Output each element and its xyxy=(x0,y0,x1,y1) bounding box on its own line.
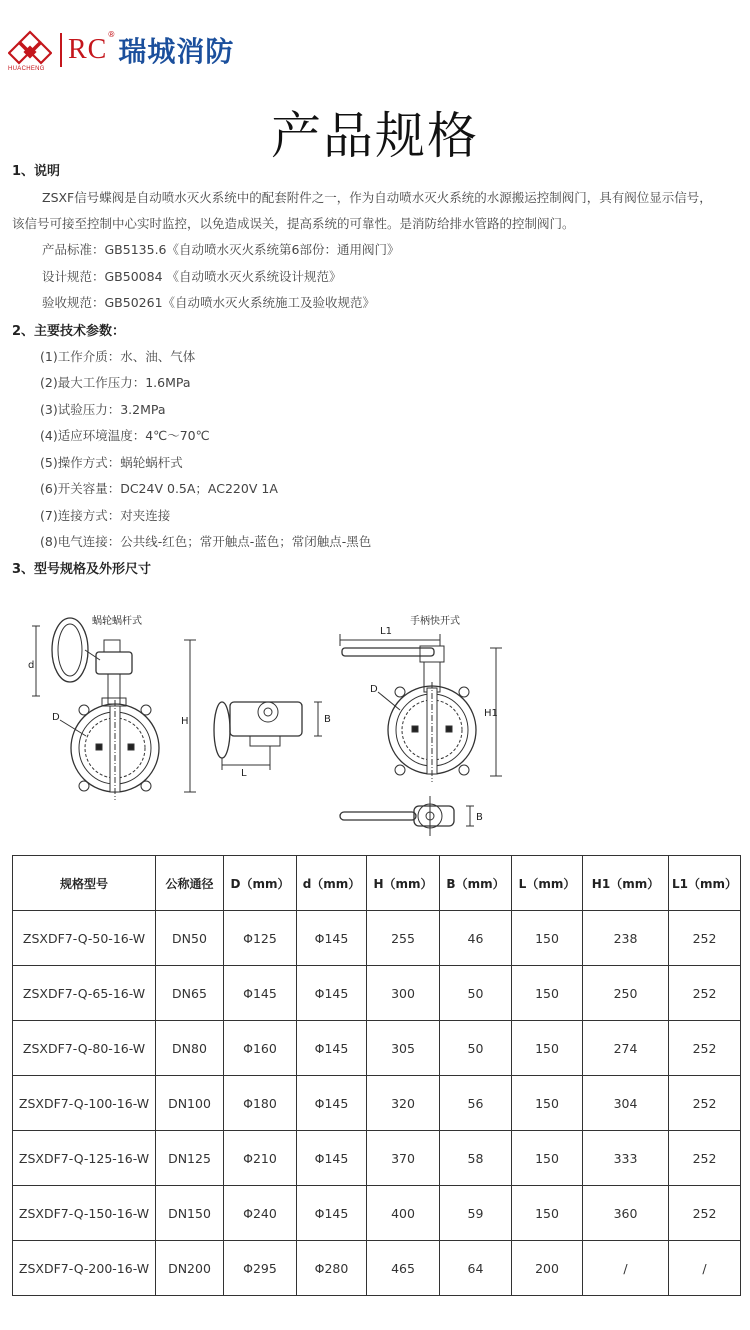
table-cell: DN200 xyxy=(156,1241,224,1296)
brand-name: 瑞城消防 xyxy=(118,35,235,68)
dim-label-B-right: B xyxy=(476,812,483,823)
table-cell: 274 xyxy=(583,1021,669,1076)
table-cell: 252 xyxy=(669,1076,741,1131)
table-cell: ZSXDF7-Q-80-16-W xyxy=(13,1021,156,1076)
table-cell: Φ145 xyxy=(297,911,367,966)
table-cell: 304 xyxy=(583,1076,669,1131)
column-header: H（mm） xyxy=(367,856,440,911)
param-line: (5)操作方式：蜗轮蜗杆式 xyxy=(40,455,183,470)
page-title: 产品规格 xyxy=(271,107,479,165)
param-line: (3)试验压力：3.2MPa xyxy=(40,402,166,417)
table-cell: Φ145 xyxy=(297,1186,367,1241)
table-cell: ZSXDF7-Q-125-16-W xyxy=(13,1131,156,1186)
huacheng-logo-icon xyxy=(8,29,52,71)
dim-label-d: d xyxy=(28,660,35,671)
table-cell: DN50 xyxy=(156,911,224,966)
table-cell: 150 xyxy=(512,1021,583,1076)
figure-title-left: 蜗轮蜗杆式 xyxy=(92,616,142,627)
table-cell: Φ240 xyxy=(224,1186,297,1241)
table-cell: DN100 xyxy=(156,1076,224,1131)
table-cell: 465 xyxy=(367,1241,440,1296)
table-cell: Φ145 xyxy=(297,966,367,1021)
table-cell: 150 xyxy=(512,1076,583,1131)
logo-divider xyxy=(60,33,62,67)
table-cell: 50 xyxy=(440,1021,512,1076)
table-cell: Φ125 xyxy=(224,911,297,966)
table-cell: Φ145 xyxy=(297,1021,367,1076)
description-line-2: 该信号可接至控制中心实时监控，以免造成误关，提高系统的可靠性。是消防给排水管路的控制阀门。 xyxy=(12,216,575,231)
table-cell: 58 xyxy=(440,1131,512,1186)
column-header: L（mm） xyxy=(512,856,583,911)
table-cell: Φ160 xyxy=(224,1021,297,1076)
table-cell: 150 xyxy=(512,911,583,966)
dim-label-L1: L1 xyxy=(380,626,392,637)
table-cell: Φ295 xyxy=(224,1241,297,1296)
worm-gear-valve-side-view xyxy=(214,702,322,770)
table-cell: Φ180 xyxy=(224,1076,297,1131)
handle-valve-front-view xyxy=(340,634,502,782)
table-row xyxy=(13,1076,741,1131)
section-1-heading: 1、说明 xyxy=(12,164,61,179)
column-header: 规格型号 xyxy=(13,856,156,911)
standard-line: 产品标准：GB5135.6《自动喷水灭火系统第6部份：通用阀门》 xyxy=(42,242,400,257)
table-cell: ZSXDF7-Q-200-16-W xyxy=(13,1241,156,1296)
param-line: (6)开关容量：DC24V 0.5A；AC220V 1A xyxy=(40,481,278,496)
table-row xyxy=(13,911,741,966)
section-3-heading: 3、型号规格及外形尺寸 xyxy=(12,562,152,577)
param-line: (4)适应环境温度：4℃～70℃ xyxy=(40,428,210,443)
table-cell: ZSXDF7-Q-65-16-W xyxy=(13,966,156,1021)
table-row xyxy=(13,1241,741,1296)
table-cell: 200 xyxy=(512,1241,583,1296)
table-cell: 252 xyxy=(669,911,741,966)
param-line: (2)最大工作压力：1.6MPa xyxy=(40,375,191,390)
column-header: d（mm） xyxy=(297,856,367,911)
table-cell: 50 xyxy=(440,966,512,1021)
table-cell: 150 xyxy=(512,1131,583,1186)
table-cell: 252 xyxy=(669,1186,741,1241)
table-cell: ZSXDF7-Q-150-16-W xyxy=(13,1186,156,1241)
standard-line: 设计规范：GB50084 《自动喷水灭火系统设计规范》 xyxy=(42,269,342,284)
table-cell: Φ210 xyxy=(224,1131,297,1186)
param-line: (1)工作介质：水、油、气体 xyxy=(40,349,196,364)
table-cell: 360 xyxy=(583,1186,669,1241)
column-header: B（mm） xyxy=(440,856,512,911)
table-cell: 238 xyxy=(583,911,669,966)
dim-label-D-left: D xyxy=(52,712,60,723)
dim-label-L: L xyxy=(241,768,247,779)
dim-label-H1: H1 xyxy=(484,708,498,719)
table-cell: 255 xyxy=(367,911,440,966)
worm-gear-valve-front-view xyxy=(32,618,196,800)
column-header: L1（mm） xyxy=(669,856,741,911)
table-cell: Φ145 xyxy=(224,966,297,1021)
table-cell: 370 xyxy=(367,1131,440,1186)
table-cell: 300 xyxy=(367,966,440,1021)
logo-rc-text: RC xyxy=(68,34,108,65)
table-cell: 150 xyxy=(512,966,583,1021)
table-cell: 305 xyxy=(367,1021,440,1076)
table-cell: 252 xyxy=(669,966,741,1021)
dim-label-H: H xyxy=(181,716,189,727)
param-line: (7)连接方式：对夹连接 xyxy=(40,508,171,523)
spec-table xyxy=(12,855,741,1296)
table-row xyxy=(13,1021,741,1076)
table-cell: 400 xyxy=(367,1186,440,1241)
table-cell: 333 xyxy=(583,1131,669,1186)
table-cell: / xyxy=(583,1241,669,1296)
table-cell: 150 xyxy=(512,1186,583,1241)
table-cell: 56 xyxy=(440,1076,512,1131)
section-2-heading: 2、主要技术参数： xyxy=(12,324,126,339)
table-cell: 250 xyxy=(583,966,669,1021)
dim-label-B-left: B xyxy=(324,714,331,725)
handle-valve-top-view xyxy=(340,796,474,836)
column-header: 公称通径 xyxy=(156,856,224,911)
table-cell: 252 xyxy=(669,1021,741,1076)
table-cell: Φ280 xyxy=(297,1241,367,1296)
table-cell: ZSXDF7-Q-50-16-W xyxy=(13,911,156,966)
table-cell: Φ145 xyxy=(297,1076,367,1131)
table-cell: DN80 xyxy=(156,1021,224,1076)
table-header-row xyxy=(13,856,741,911)
registered-mark: ® xyxy=(107,30,116,39)
standard-line: 验收规范：GB50261《自动喷水灭火系统施工及验收规范》 xyxy=(42,295,376,310)
table-cell: DN150 xyxy=(156,1186,224,1241)
table-cell: DN65 xyxy=(156,966,224,1021)
logo-subtext: HUACHENG xyxy=(8,66,45,72)
table-cell: / xyxy=(669,1241,741,1296)
column-header: D（mm） xyxy=(224,856,297,911)
description-line-1: ZSXF信号蝶阀是自动喷水灭火系统中的配套附件之一，作为自动喷水灭火系统的水源搬运控制阀门，具有阀位显示信号， xyxy=(42,190,712,205)
table-row xyxy=(13,966,741,1021)
table-cell: DN125 xyxy=(156,1131,224,1186)
figure-title-right: 手柄快开式 xyxy=(410,616,460,627)
valve-dimension-drawing xyxy=(0,600,750,850)
table-row xyxy=(13,1131,741,1186)
table-cell: ZSXDF7-Q-100-16-W xyxy=(13,1076,156,1131)
table-cell: 64 xyxy=(440,1241,512,1296)
table-cell: 46 xyxy=(440,911,512,966)
brand-header xyxy=(8,26,234,74)
table-row xyxy=(13,1186,741,1241)
table-cell: 252 xyxy=(669,1131,741,1186)
table-cell: 320 xyxy=(367,1076,440,1131)
table-cell: 59 xyxy=(440,1186,512,1241)
column-header: H1（mm） xyxy=(583,856,669,911)
table-cell: Φ145 xyxy=(297,1131,367,1186)
table-body xyxy=(13,911,741,1296)
dim-label-D-right: D xyxy=(370,684,378,695)
param-line: (8)电气连接：公共线-红色；常开触点-蓝色；常闭触点-黑色 xyxy=(40,534,372,549)
